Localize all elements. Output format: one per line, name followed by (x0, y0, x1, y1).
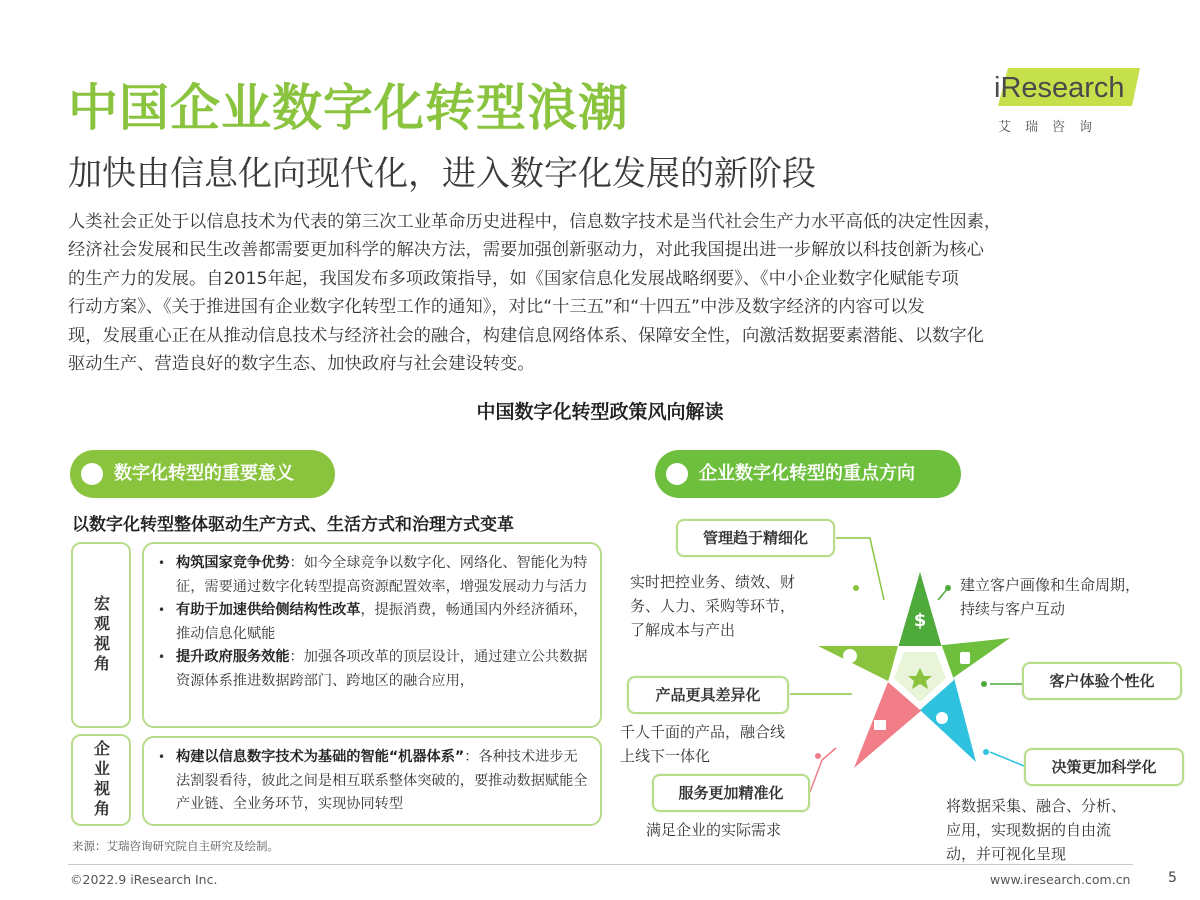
intro-paragraph: 人类社会正处于以信息技术为代表的第三次工业革命历史进程中，信息数字技术是当代社会生产力水平高低的决定性因素， 经济社会发展和民生改善都需要更加科学的解决方法，需要加强创新驱动力，对此我国提出进一步解放以科技创新为核心 的生产力的发展。自2015年起，我国发布多项政策指导，如《国家信息化发展战略纲要》、《中小企业数字化赋能专项 行动方案》、《关于推进国有企业数字化转型工作的通知》，对比“十三五”和“十四五”中涉及数字经济的内容可以发 现，发展重心正在从推动信息技术与经济社会的融合，构建信息网络体系、保障安全性，向激活数据要素潜能、以数字化 驱动生产、营造良好的数字生态、加快政府与社会建设转变。 (68, 212, 1002, 375)
page-subtitle: 加快由信息化向现代化，进入数字化发展的新阶段 (68, 154, 816, 194)
direction-pill-label: 企业数字化转型的重点方向 (699, 463, 915, 484)
desc-decision: 将数据采集、融合、分析、 应用，实现数据的自由流 动，并可视化呈现 (946, 797, 1127, 863)
bullet-bold: 构建以信息数字技术为基础的智能“机器体系” (176, 749, 465, 765)
desc-customer: 建立客户画像和生命周期， 持续与客户互动 (960, 576, 1141, 618)
bullet-text: ：如今全球竞争以数字化、网络化、智能化为特征，需要通过数字化转型提高资源配置效率，增强发展动力与活力 (176, 555, 588, 595)
bullet-bold: 构筑国家竞争优势 (176, 555, 290, 571)
flag-icon (874, 720, 886, 730)
dollar-icon: $ (913, 610, 927, 631)
label-customer: 客户体验个性化 (1022, 662, 1182, 700)
section-title: 中国数字化转型政策风向解读 (476, 401, 724, 423)
label-management: 管理趋于精细化 (676, 519, 835, 557)
enterprise-label-text: 企业视角 (91, 740, 111, 820)
significance-pill (70, 450, 335, 498)
macro-content-box (142, 542, 602, 728)
page-title: 中国企业数字化转型浪潮 (68, 79, 629, 137)
desc-management: 实时把控业务、绩效、财 务、人力、采购等环节， 了解成本与产出 (630, 573, 796, 639)
list-item (164, 552, 588, 599)
source-note: 来源：艾瑞咨询研究院自主研究及绘制。 (72, 839, 279, 853)
thumbs-up-icon (960, 652, 970, 664)
bullet-bold: 有助于加速供给侧结构性改革 (176, 602, 361, 618)
list-item (164, 599, 588, 646)
iresearch-logo (990, 64, 1140, 134)
website-link[interactable]: www.iresearch.com.cn (990, 872, 1131, 887)
significance-pill-label: 数字化转型的重要意义 (114, 463, 294, 484)
logo-word: iResearch (994, 72, 1125, 104)
left-heading: 以数字化转型整体驱动生产方式、生活方式和治理方式变革 (72, 515, 514, 535)
bullet-text: ：加强各项改革的顶层设计，通过建立公共数据资源体系推进数据跨部门、跨地区的融合应用， (176, 649, 588, 689)
bullet-dot-icon (81, 463, 103, 485)
macro-label-text: 宏观视角 (91, 595, 111, 675)
enterprise-content-box (142, 736, 602, 826)
list-item (164, 746, 588, 817)
bullet-text: ，提振消费，畅通国内外经济循环，推动信息化赋能 (176, 602, 588, 642)
macro-perspective-label (71, 542, 131, 728)
logo-chinese: 艾瑞咨询 (998, 120, 1107, 135)
desc-product: 千人千面的产品，融合线 上线下一体化 (620, 723, 786, 765)
bullet-text: ：各种技术进步无法割裂看待，彼此之间是相互联系整体突破的，要推动数据赋能全产业链、全业务环节，实现协同转型 (176, 749, 588, 812)
direction-pill (655, 450, 961, 498)
page-number: 5 (1168, 870, 1177, 886)
label-service: 服务更加精准化 (652, 774, 810, 812)
footer-divider (68, 864, 1133, 865)
copyright: ©2022.9 iResearch Inc. (70, 872, 218, 887)
bullet-bold: 提升政府服务效能 (176, 649, 290, 665)
label-product: 产品更具差异化 (627, 676, 789, 714)
location-pin-icon (936, 712, 948, 724)
desc-service: 满足企业的实际需求 (646, 821, 782, 839)
label-decision: 决策更加科学化 (1024, 748, 1184, 786)
bullet-dot-icon (666, 463, 688, 485)
enterprise-perspective-label (71, 734, 131, 826)
globe-icon (843, 649, 857, 663)
list-item (164, 646, 588, 693)
